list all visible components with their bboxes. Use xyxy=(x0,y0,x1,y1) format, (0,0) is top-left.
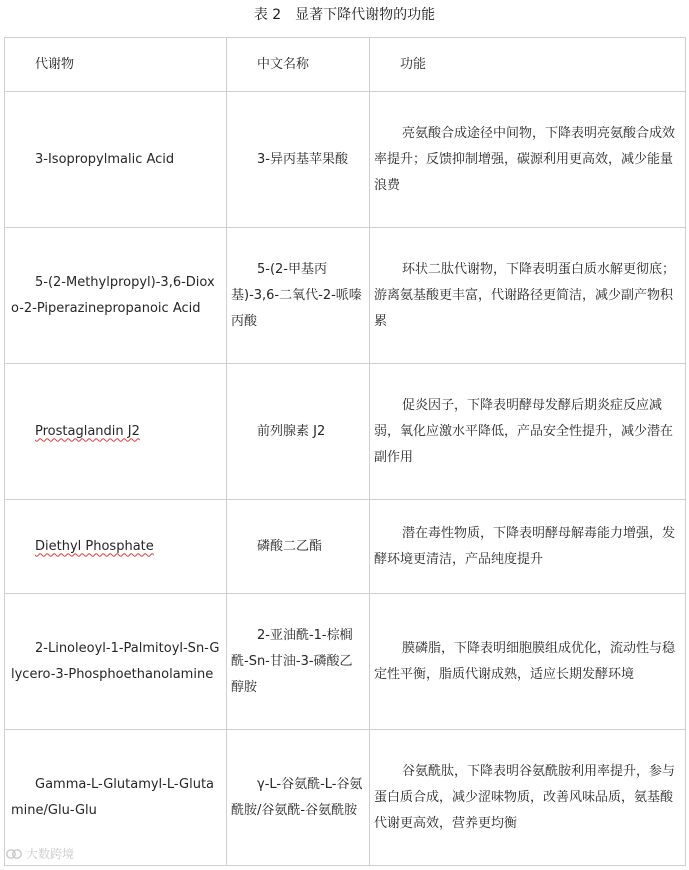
function-cell: 潜在毒性物质，下降表明酵母解毒能力增强，发酵环境更清洁，产品纯度提升 xyxy=(370,500,686,594)
table-row xyxy=(5,228,686,364)
brand-logo-icon xyxy=(6,847,22,861)
table-row xyxy=(5,92,686,228)
metabolite-cell: 5-(2-Methylpropyl)-3,6-Dioxo-2-Piperazinepropanoic Acid xyxy=(5,228,227,364)
metabolites-table xyxy=(4,37,686,866)
metabolite-cell xyxy=(5,364,227,500)
chinese-name-cell: 2-亚油酰-1-棕榈酰-Sn-甘油-3-磷酸乙醇胺 xyxy=(227,594,370,730)
watermark-text: 大数跨境 xyxy=(26,847,75,861)
function-cell: 促炎因子，下降表明酵母发酵后期炎症反应减弱，氧化应激水平降低，产品安全性提升，减少潜在副作用 xyxy=(370,364,686,500)
chinese-name-cell: 前列腺素 J2 xyxy=(227,364,370,500)
table-row xyxy=(5,730,686,866)
metabolite-cell xyxy=(5,500,227,594)
function-cell: 膜磷脂，下降表明细胞膜组成优化，流动性与稳定性平衡，脂质代谢成熟，适应长期发酵环境 xyxy=(370,594,686,730)
header-chinese-name: 中文名称 xyxy=(227,38,370,92)
table-header-row xyxy=(5,38,686,92)
metabolite-cell: 2-Linoleoyl-1-Palmitoyl-Sn-Glycero-3-Phosphoethanolamine xyxy=(5,594,227,730)
chinese-name-cell: 5-(2-甲基丙基)-3,6-二氧代-2-哌嗪丙酸 xyxy=(227,228,370,364)
metabolite-cell: Gamma-L-Glutamyl-L-Glutamine/Glu-Glu xyxy=(5,730,227,866)
header-function: 功能 xyxy=(370,38,686,92)
chinese-name-cell: 磷酸二乙酯 xyxy=(227,500,370,594)
spellcheck-underlined-text: Diethyl Phosphate xyxy=(35,538,154,554)
chinese-name-cell: γ-L-谷氨酰-L-谷氨酰胺/谷氨酰-谷氨酰胺 xyxy=(227,730,370,866)
table-row xyxy=(5,594,686,730)
function-cell: 环状二肽代谢物，下降表明蛋白质水解更彻底；游离氨基酸更丰富，代谢路径更简洁，减少副产物积累 xyxy=(370,228,686,364)
watermark xyxy=(6,845,74,862)
chinese-name-cell: 3-异丙基苹果酸 xyxy=(227,92,370,228)
function-cell: 谷氨酰肽，下降表明谷氨酰胺利用率提升，参与蛋白质合成，减少涩味物质，改善风味品质，氨基酸代谢更高效，营养更均衡 xyxy=(370,730,686,866)
metabolite-cell: 3-Isopropylmalic Acid xyxy=(5,92,227,228)
header-metabolite: 代谢物 xyxy=(5,38,227,92)
table-row xyxy=(5,500,686,594)
table-row xyxy=(5,364,686,500)
table-caption: 表 2 显著下降代谢物的功能 xyxy=(253,7,436,23)
spellcheck-underlined-text: Prostaglandin J2 xyxy=(35,423,140,439)
function-cell: 亮氨酸合成途径中间物，下降表明亮氨酸合成效率提升；反馈抑制增强，碳源利用更高效，减少能量浪费 xyxy=(370,92,686,228)
